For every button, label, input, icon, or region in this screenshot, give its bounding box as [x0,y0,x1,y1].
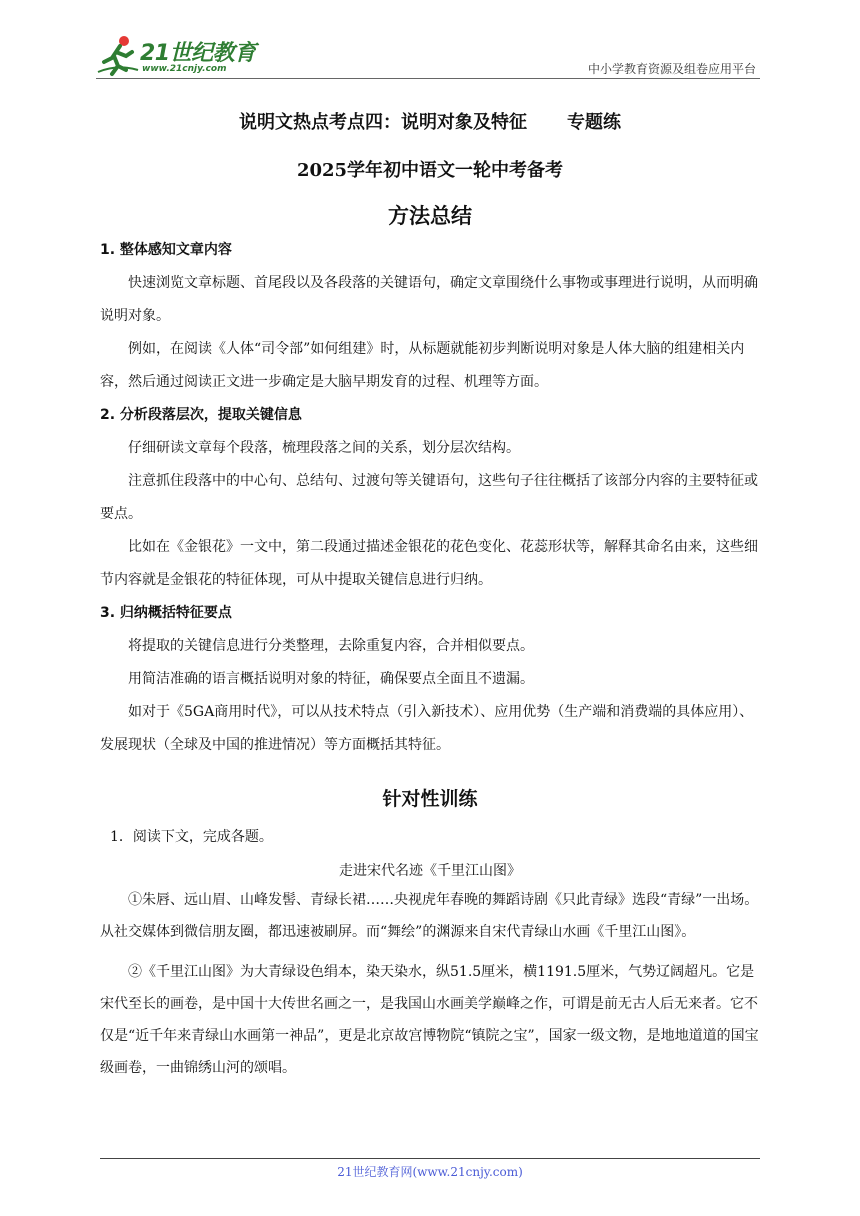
page-title [0,108,860,134]
section-heading-1: 1. 整体感知文章内容 [100,242,232,258]
article-body [100,884,764,1092]
paragraph: 用简洁准确的语言概括说明对象的特征，确保要点全面且不遗漏。 [128,671,534,687]
paragraph: 快速浏览文章标题、首尾段以及各段落的关键语句，确定文章围绕什么事物或事理进行说明，从而明确说明对象。 [100,275,758,324]
paragraph: 注意抓住段落中的中心句、总结句、过渡句等关键语句，这些句子往往概括了该部分内容的主要特征或要点。 [100,473,758,522]
method-heading: 方法总结 [388,203,472,228]
paragraph: 仔细研读文章每个段落，梳理段落之间的关系，划分层次结构。 [128,440,520,456]
platform-name: 中小学教育资源及组卷应用平台 [587,62,756,76]
section-heading-2: 2. 分析段落层次，提取关键信息 [100,407,302,423]
paragraph: 比如在《金银花》一文中，第二段通过描述金银花的花色变化、花蕊形状等，解释其命名由来，这些细节内容就是金银花的特征体现，可从中提取关键信息进行归纳。 [100,539,758,588]
title-topic: 说明文热点考点四：说明对象及特征 [239,112,527,133]
page-header [96,30,760,80]
section-heading-3: 3. 归纳概括特征要点 [100,605,232,621]
title-suffix: 专题练 [567,112,621,133]
footer-link[interactable]: 21世纪教育网(www.21cnjy.com) [337,1165,523,1179]
runner-logo-icon [96,34,140,78]
method-section [100,234,760,762]
logo-text: 21世纪教育 [140,41,256,66]
paragraph: 例如，在阅读《人体“司令部”如何组建》时，从标题就能初步判断说明对象是人体大脑的组建相关内容，然后通过阅读正文进一步确定是大脑早期发育的过程、机理等方面。 [100,341,745,390]
article-paragraph: ②《千里江山图》为大青绿设色绢本，染天染水，纵51.5厘米，横1191.5厘米，气势辽阔超凡。它是宋代至长的画卷，是中国十大传世名画之一，是我国山水画美学巅峰之作，可谓是前无古人后无来者。它不仅是“近千年来青绿山水画第一神品”，更是北京故宫博物院“镇院之宝”，国家一级文物，是地地道道的国宝级画卷，一曲锦绣山河的颂唱。 [100,964,759,1076]
footer-divider [100,1158,760,1159]
article-title: 走进宋代名迹《千里江山图》 [339,863,521,879]
page-subtitle: 2025学年初中语文一轮中考备考 [296,160,564,181]
logo [96,34,266,78]
paragraph: 将提取的关键信息进行分类整理，去除重复内容，合并相似要点。 [128,638,534,654]
logo-url: www.21cnjy.com [142,64,227,74]
article-paragraph: ①朱唇、远山眉、山峰发髻、青绿长裙……央视虎年春晚的舞蹈诗剧《只此青绿》选段“青绿”一出场。从社交媒体到微信朋友圈，都迅速被刷屏。而“舞绘”的渊源来自宋代青绿山水画《千里江山图》。 [100,892,759,940]
training-heading: 针对性训练 [382,788,478,810]
header-divider [96,78,760,79]
paragraph: 如对于《5GA商用时代》，可以从技术特点（引入新技术）、应用优势（生产端和消费端的具体应用）、发展现状（全球及中国的推进情况）等方面概括其特征。 [100,704,754,753]
question-prompt: 1．阅读下文，完成各题。 [110,829,273,845]
